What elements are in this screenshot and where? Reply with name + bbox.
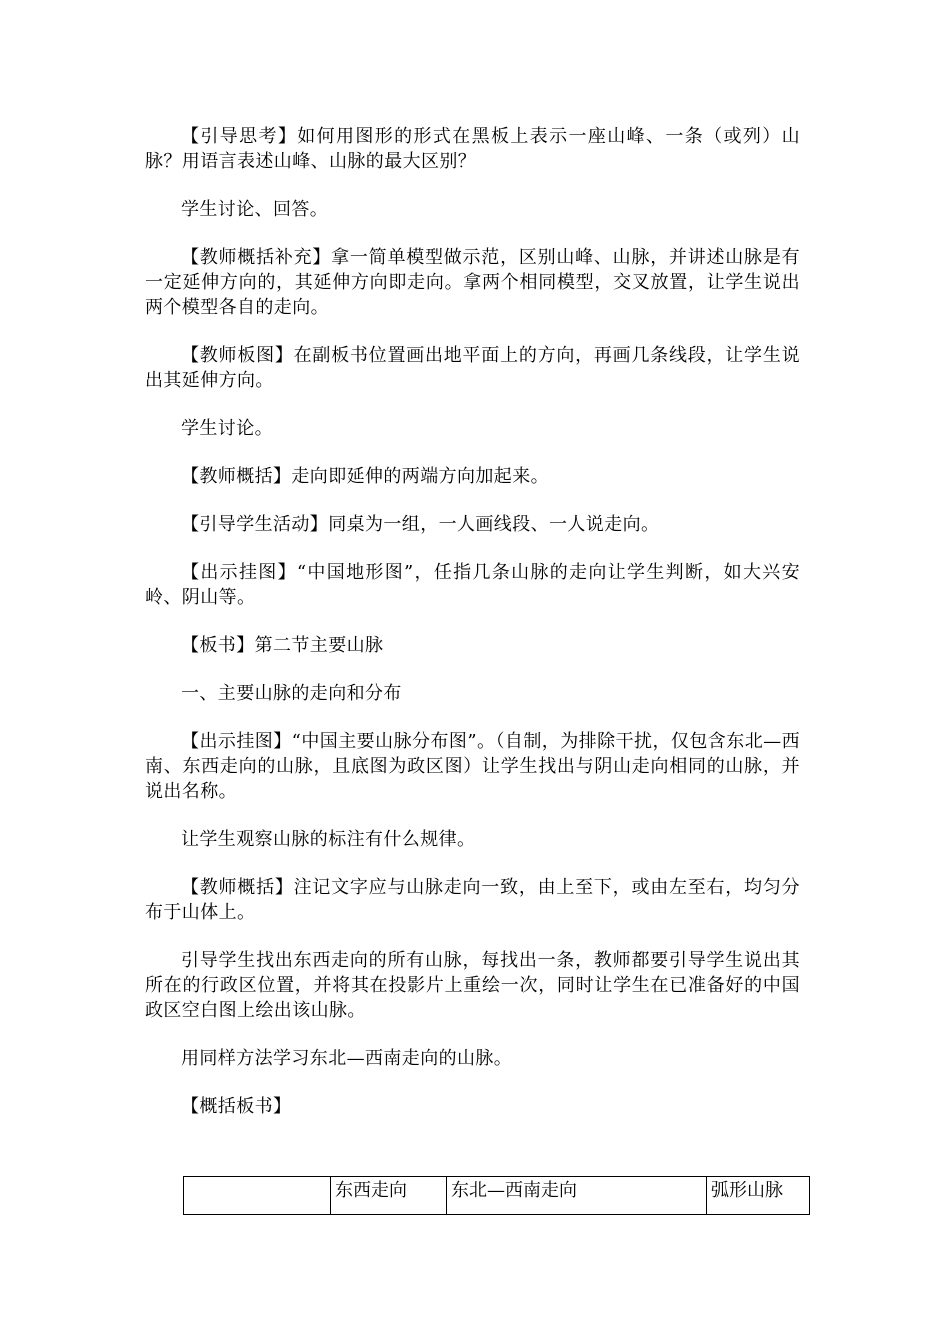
paragraph-teacher-board-drawing: 【教师板图】在副板书位置画出地平面上的方向，再画几条线段，让学生说出其延伸方向。 [145,345,800,391]
paragraph-section-heading: 一、主要山脉的走向和分布 [181,683,402,704]
paragraph-find-east-west: 引导学生找出东西走向的所有山脉，每找出一条，教师都要引导学生说出其所在的行政区位置，并将其在投影片上重绘一次，同时让学生在已准备好的中国政区空白图上绘出该山脉。 [145,950,800,1021]
paragraph-teacher-summary-supplement: 【教师概括补充】拿一简单模型做示范，区别山峰、山脉，并讲述山脉是有一定延伸方向的，其延伸方向即走向。拿两个相同模型，交叉放置，让学生说出两个模型各自的走向。 [145,247,800,318]
table-header-cell-arc: 弧形山脉 [707,1177,810,1215]
document-body [145,124,800,1142]
paragraph-show-mountain-map: 【出示挂图】“中国主要山脉分布图”。（自制，为排除干扰，仅包含东北—西南、东西走向的山脉，且底图为政区图）让学生找出与阴山走向相同的山脉，并说出名称。 [145,731,800,802]
paragraph-same-method: 用同样方法学习东北—西南走向的山脉。 [181,1048,513,1069]
mountain-orientation-table [183,1176,810,1215]
paragraph-student-discussion-answer: 学生讨论、回答。 [181,199,329,220]
paragraph-show-wall-map: 【出示挂图】“中国地形图”，任指几条山脉的走向让学生判断，如大兴安岭、阴山等。 [145,562,800,608]
paragraph-label-rule: 【教师概括】注记文字应与山脉走向一致，由上至下，或由左至右，均匀分布于山体上。 [145,877,800,923]
paragraph-student-activity: 【引导学生活动】同桌为一组，一人画线段、一人说走向。 [181,514,660,535]
table-header-row [184,1177,810,1215]
paragraph-observe-labels: 让学生观察山脉的标注有什么规律。 [181,829,476,850]
paragraph-blackboard-heading: 【板书】第二节主要山脉 [181,635,384,656]
table-header-cell-northeast-southwest: 东北—西南走向 [447,1177,707,1215]
paragraph-teacher-summary: 【教师概括】走向即延伸的两端方向加起来。 [181,466,549,487]
paragraph-student-discussion: 学生讨论。 [181,418,273,439]
paragraph-guided-thinking: 【引导思考】如何用图形的形式在黑板上表示一座山峰、一条（或列）山脉？用语言表述山峰、山脉的最大区别？ [145,126,800,172]
table-header-cell-east-west: 东西走向 [331,1177,447,1215]
table-header-cell-empty [184,1177,331,1215]
paragraph-summary-board: 【概括板书】 [181,1096,292,1117]
